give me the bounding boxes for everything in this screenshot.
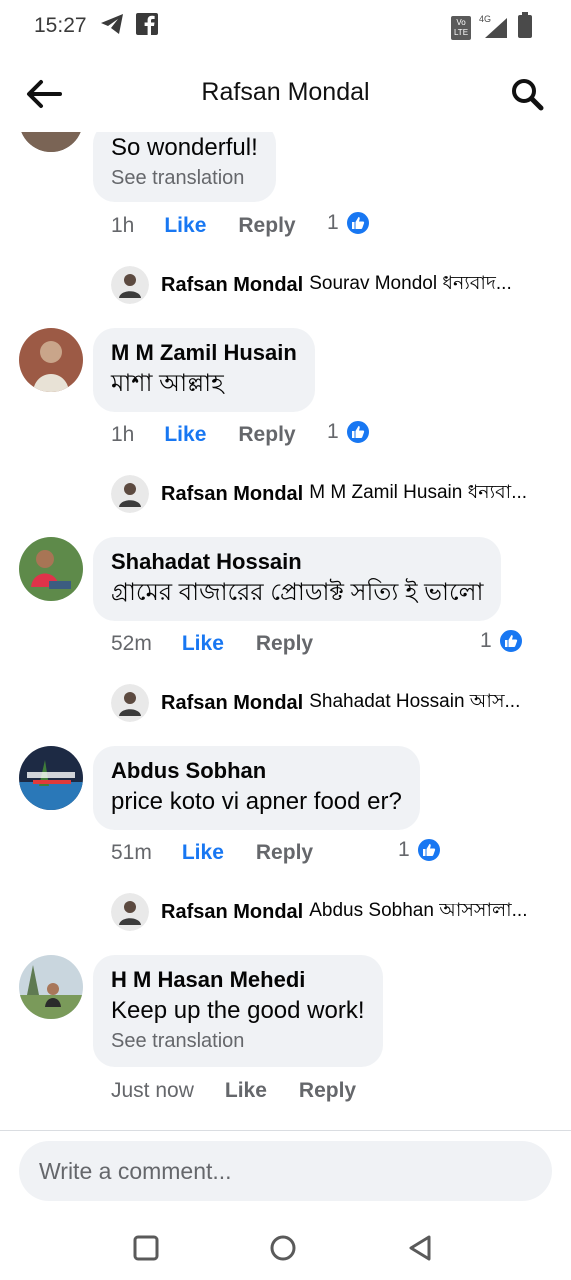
comment-text: price koto vi apner food er? bbox=[111, 788, 402, 815]
reply-preview[interactable] bbox=[111, 683, 520, 723]
composer-box[interactable] bbox=[19, 1141, 552, 1201]
comment-author[interactable]: Shahadat Hossain bbox=[111, 549, 302, 574]
reply-author: Rafsan Mondal bbox=[161, 482, 304, 505]
comment-bubble[interactable] bbox=[93, 537, 501, 621]
reaction-number: 1 bbox=[327, 420, 339, 443]
comment-actions bbox=[111, 210, 296, 242]
search-button[interactable] bbox=[505, 72, 549, 116]
reply-button[interactable]: Reply bbox=[255, 632, 314, 655]
reply-preview[interactable] bbox=[111, 474, 527, 514]
comment-time: 52m bbox=[111, 632, 152, 655]
reply-text: M M Zamil Husain ধন্যবা... bbox=[309, 482, 528, 503]
like-reaction-icon bbox=[345, 419, 371, 445]
comment-author[interactable]: Abdus Sobhan bbox=[111, 758, 267, 783]
avatar[interactable] bbox=[19, 328, 83, 392]
network-label: 4G bbox=[479, 13, 492, 24]
like-reaction-icon bbox=[416, 837, 442, 863]
avatar[interactable] bbox=[19, 132, 83, 152]
comment-time: 1h bbox=[111, 214, 135, 237]
comment-bubble[interactable] bbox=[93, 132, 276, 202]
reply-avatar bbox=[111, 266, 149, 304]
avatar[interactable] bbox=[19, 746, 83, 810]
comment-actions bbox=[111, 628, 313, 660]
reply-text: Shahadat Hossain আস... bbox=[309, 691, 521, 712]
system-nav-bar bbox=[0, 1214, 571, 1280]
reply-button[interactable]: Reply bbox=[238, 214, 296, 237]
battery-icon bbox=[517, 12, 533, 43]
reply-author: Rafsan Mondal bbox=[161, 691, 304, 714]
reply-author: Rafsan Mondal bbox=[161, 900, 304, 923]
reply-preview[interactable] bbox=[111, 265, 512, 305]
comment-bubble[interactable] bbox=[93, 746, 420, 830]
reply-author: Rafsan Mondal bbox=[161, 273, 304, 296]
comment-text: So wonderful! bbox=[111, 134, 258, 161]
reaction-count[interactable] bbox=[327, 210, 371, 236]
comment-input[interactable] bbox=[39, 1141, 529, 1201]
recents-button[interactable] bbox=[126, 1228, 166, 1268]
reaction-number: 1 bbox=[480, 629, 492, 652]
comment-composer bbox=[0, 1130, 571, 1214]
like-reaction-icon bbox=[498, 628, 524, 654]
comment-time: Just now bbox=[111, 1079, 194, 1102]
reply-button[interactable]: Reply bbox=[298, 1079, 357, 1102]
like-button[interactable]: Like bbox=[181, 632, 224, 655]
signal-4g-icon bbox=[479, 13, 509, 40]
reaction-number: 1 bbox=[327, 211, 339, 234]
avatar[interactable] bbox=[19, 955, 83, 1019]
reply-preview[interactable] bbox=[111, 892, 527, 932]
see-translation-link[interactable]: See translation bbox=[111, 167, 245, 189]
recents-square-icon bbox=[132, 1234, 160, 1262]
reaction-number: 1 bbox=[398, 838, 410, 861]
back-triangle-icon bbox=[406, 1233, 434, 1263]
comment-author[interactable]: M M Zamil Husain bbox=[111, 340, 297, 365]
reaction-count[interactable] bbox=[480, 628, 524, 654]
status-bar bbox=[0, 0, 571, 52]
comment-time: 1h bbox=[111, 423, 135, 446]
comment-actions bbox=[111, 419, 296, 451]
back-nav-button[interactable] bbox=[400, 1228, 440, 1268]
home-button[interactable] bbox=[263, 1228, 303, 1268]
reaction-count[interactable] bbox=[327, 419, 371, 445]
header-bar bbox=[0, 52, 571, 132]
comment-time: 51m bbox=[111, 841, 152, 864]
reply-avatar bbox=[111, 684, 149, 722]
search-icon bbox=[510, 77, 544, 111]
comment-bubble[interactable] bbox=[93, 955, 383, 1067]
like-button[interactable]: Like bbox=[164, 423, 207, 446]
comment-text: Keep up the good work! bbox=[111, 997, 365, 1024]
page-title: Rafsan Mondal bbox=[201, 78, 370, 106]
reaction-count[interactable] bbox=[398, 837, 442, 863]
like-button[interactable]: Like bbox=[181, 841, 224, 864]
status-time: 15:27 bbox=[34, 14, 87, 37]
facebook-icon bbox=[136, 13, 158, 40]
reply-button[interactable]: Reply bbox=[238, 423, 296, 446]
reply-button[interactable]: Reply bbox=[255, 841, 314, 864]
comment-text: মাশা আল্লাহ bbox=[111, 370, 224, 397]
like-button[interactable]: Like bbox=[224, 1079, 267, 1102]
comments-list[interactable] bbox=[0, 132, 571, 1130]
reply-avatar bbox=[111, 475, 149, 513]
comment-author[interactable]: H M Hasan Mehedi bbox=[111, 967, 306, 992]
comment-actions bbox=[111, 1075, 356, 1107]
reply-text: Sourav Mondol ধন্যবাদ... bbox=[309, 273, 512, 294]
volte-label: Vo LTE bbox=[453, 17, 469, 37]
see-translation-link[interactable]: See translation bbox=[111, 1030, 245, 1052]
telegram-icon bbox=[100, 13, 124, 40]
volte-icon bbox=[451, 16, 471, 40]
comment-text: গ্রামের বাজারের প্রোডাক্ট সত্যি ই ভালো bbox=[111, 579, 484, 606]
comment-actions bbox=[111, 837, 313, 869]
comment-bubble[interactable] bbox=[93, 328, 315, 412]
reply-text: Abdus Sobhan আসসালা... bbox=[309, 900, 528, 921]
reply-avatar bbox=[111, 893, 149, 931]
like-reaction-icon bbox=[345, 210, 371, 236]
home-circle-icon bbox=[268, 1233, 298, 1263]
like-button[interactable]: Like bbox=[164, 214, 207, 237]
avatar[interactable] bbox=[19, 537, 83, 601]
